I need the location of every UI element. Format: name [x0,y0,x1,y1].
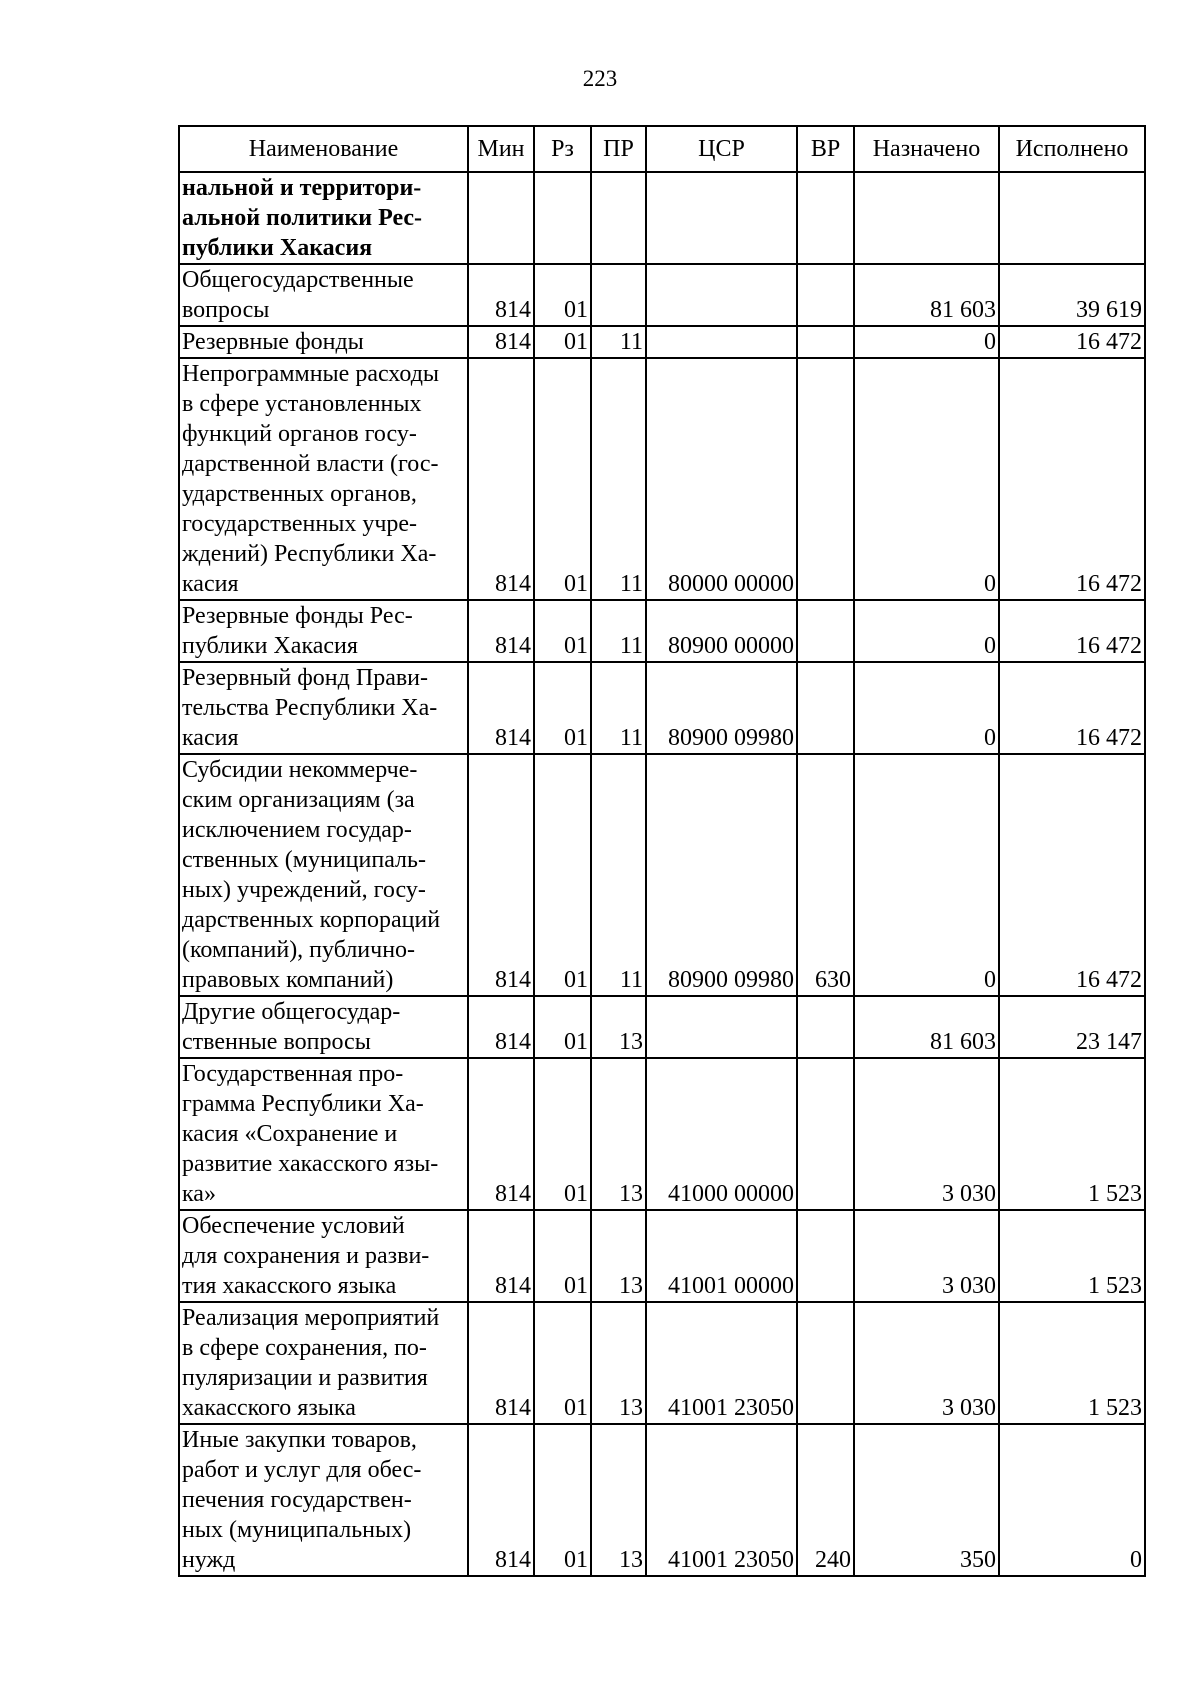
cell-min: 814 [468,754,534,996]
cell-csr [646,172,797,264]
cell-assigned: 0 [854,358,999,600]
table-row [179,996,1145,1058]
cell-min: 814 [468,600,534,662]
cell-csr: 41001 23050 [646,1424,797,1576]
cell-min: 814 [468,1210,534,1302]
cell-rz: 01 [534,264,591,326]
cell-assigned: 350 [854,1424,999,1576]
table-row [179,264,1145,326]
table-row [179,326,1145,358]
cell-name: Реализация мероприятий в сфере сохранения, по- пуляризации и развития хакасского языка [179,1302,468,1424]
cell-name: Резервные фонды Рес- публики Хакасия [179,600,468,662]
cell-assigned: 3 030 [854,1210,999,1302]
cell-csr: 80000 00000 [646,358,797,600]
cell-csr: 80900 09980 [646,754,797,996]
cell-assigned: 3 030 [854,1302,999,1424]
cell-rz [534,172,591,264]
cell-assigned: 0 [854,326,999,358]
cell-pr: 11 [591,662,646,754]
cell-vr [797,358,854,600]
cell-executed: 1 523 [999,1058,1145,1210]
cell-executed: 1 523 [999,1302,1145,1424]
cell-csr: 80900 09980 [646,662,797,754]
cell-executed: 16 472 [999,662,1145,754]
cell-rz: 01 [534,1058,591,1210]
cell-name: Обеспечение условий для сохранения и разви- тия хакасского языка [179,1210,468,1302]
header-csr: ЦСР [646,126,797,172]
cell-assigned: 81 603 [854,264,999,326]
cell-name: Субсидии некоммерче- ским организациям (за исключением государ- ственных (муниципаль- ных) учреждений, госу- дарственных корпораций (компаний), публично- правовых компаний) [179,754,468,996]
cell-assigned: 0 [854,754,999,996]
budget-table [178,125,1146,1577]
cell-name: Государственная про- грамма Республики Ха- касия «Сохранение и развитие хакасского язы- ка» [179,1058,468,1210]
cell-pr [591,264,646,326]
cell-rz: 01 [534,754,591,996]
cell-vr [797,996,854,1058]
cell-min: 814 [468,358,534,600]
cell-min: 814 [468,1424,534,1576]
cell-rz: 01 [534,358,591,600]
header-name: Наименование [179,126,468,172]
cell-vr: 630 [797,754,854,996]
table-row [179,358,1145,600]
header-executed: Исполнено [999,126,1145,172]
cell-name: Резервный фонд Прави- тельства Республики Ха- касия [179,662,468,754]
cell-executed: 16 472 [999,600,1145,662]
cell-pr: 11 [591,754,646,996]
cell-csr: 41001 00000 [646,1210,797,1302]
cell-vr [797,264,854,326]
table-row [179,1302,1145,1424]
cell-assigned [854,172,999,264]
cell-pr: 11 [591,600,646,662]
cell-csr [646,326,797,358]
table-row [179,1210,1145,1302]
cell-rz: 01 [534,600,591,662]
cell-rz: 01 [534,1424,591,1576]
cell-pr: 13 [591,1058,646,1210]
table-body [179,172,1145,1576]
cell-min [468,172,534,264]
cell-name: Другие общегосудар- ственные вопросы [179,996,468,1058]
cell-vr [797,600,854,662]
cell-name: Общегосударственные вопросы [179,264,468,326]
cell-min: 814 [468,326,534,358]
cell-vr [797,1058,854,1210]
cell-min: 814 [468,1058,534,1210]
cell-vr: 240 [797,1424,854,1576]
cell-vr [797,1210,854,1302]
cell-pr: 13 [591,1210,646,1302]
table-row [179,754,1145,996]
cell-name: Резервные фонды [179,326,468,358]
cell-vr [797,326,854,358]
cell-vr [797,662,854,754]
header-rz: Рз [534,126,591,172]
cell-name: Иные закупки товаров, работ и услуг для обес- печения государствен- ных (муниципальных) нужд [179,1424,468,1576]
header-vr: ВР [797,126,854,172]
cell-executed [999,172,1145,264]
cell-rz: 01 [534,1302,591,1424]
cell-pr: 13 [591,1302,646,1424]
cell-vr [797,1302,854,1424]
cell-pr: 11 [591,326,646,358]
cell-executed: 16 472 [999,754,1145,996]
cell-vr [797,172,854,264]
cell-csr [646,996,797,1058]
cell-pr: 11 [591,358,646,600]
cell-name: нальной и территори- альной политики Рес- публики Хакасия [179,172,468,264]
table-row [179,1424,1145,1576]
cell-csr: 80900 00000 [646,600,797,662]
cell-rz: 01 [534,326,591,358]
header-assigned: Назначено [854,126,999,172]
cell-assigned: 0 [854,662,999,754]
cell-csr: 41001 23050 [646,1302,797,1424]
table-row [179,172,1145,264]
table-row [179,662,1145,754]
cell-pr: 13 [591,1424,646,1576]
cell-pr [591,172,646,264]
header-min: Мин [468,126,534,172]
cell-rz: 01 [534,996,591,1058]
table-row [179,1058,1145,1210]
cell-assigned: 3 030 [854,1058,999,1210]
cell-assigned: 0 [854,600,999,662]
cell-pr: 13 [591,996,646,1058]
cell-executed: 39 619 [999,264,1145,326]
cell-name: Непрограммные расходы в сфере установленных функций органов госу- дарственной власти (гос- ударственных органов, государственных учре- ждений) Республики Ха- касия [179,358,468,600]
cell-rz: 01 [534,662,591,754]
cell-executed: 16 472 [999,358,1145,600]
cell-min: 814 [468,662,534,754]
cell-executed: 1 523 [999,1210,1145,1302]
table-row [179,600,1145,662]
cell-min: 814 [468,996,534,1058]
page-number: 223 [582,66,618,91]
cell-executed: 23 147 [999,996,1145,1058]
cell-csr: 41000 00000 [646,1058,797,1210]
cell-min: 814 [468,264,534,326]
table-header-row [179,126,1145,172]
header-pr: ПР [591,126,646,172]
cell-executed: 0 [999,1424,1145,1576]
cell-assigned: 81 603 [854,996,999,1058]
cell-min: 814 [468,1302,534,1424]
cell-executed: 16 472 [999,326,1145,358]
cell-csr [646,264,797,326]
cell-rz: 01 [534,1210,591,1302]
